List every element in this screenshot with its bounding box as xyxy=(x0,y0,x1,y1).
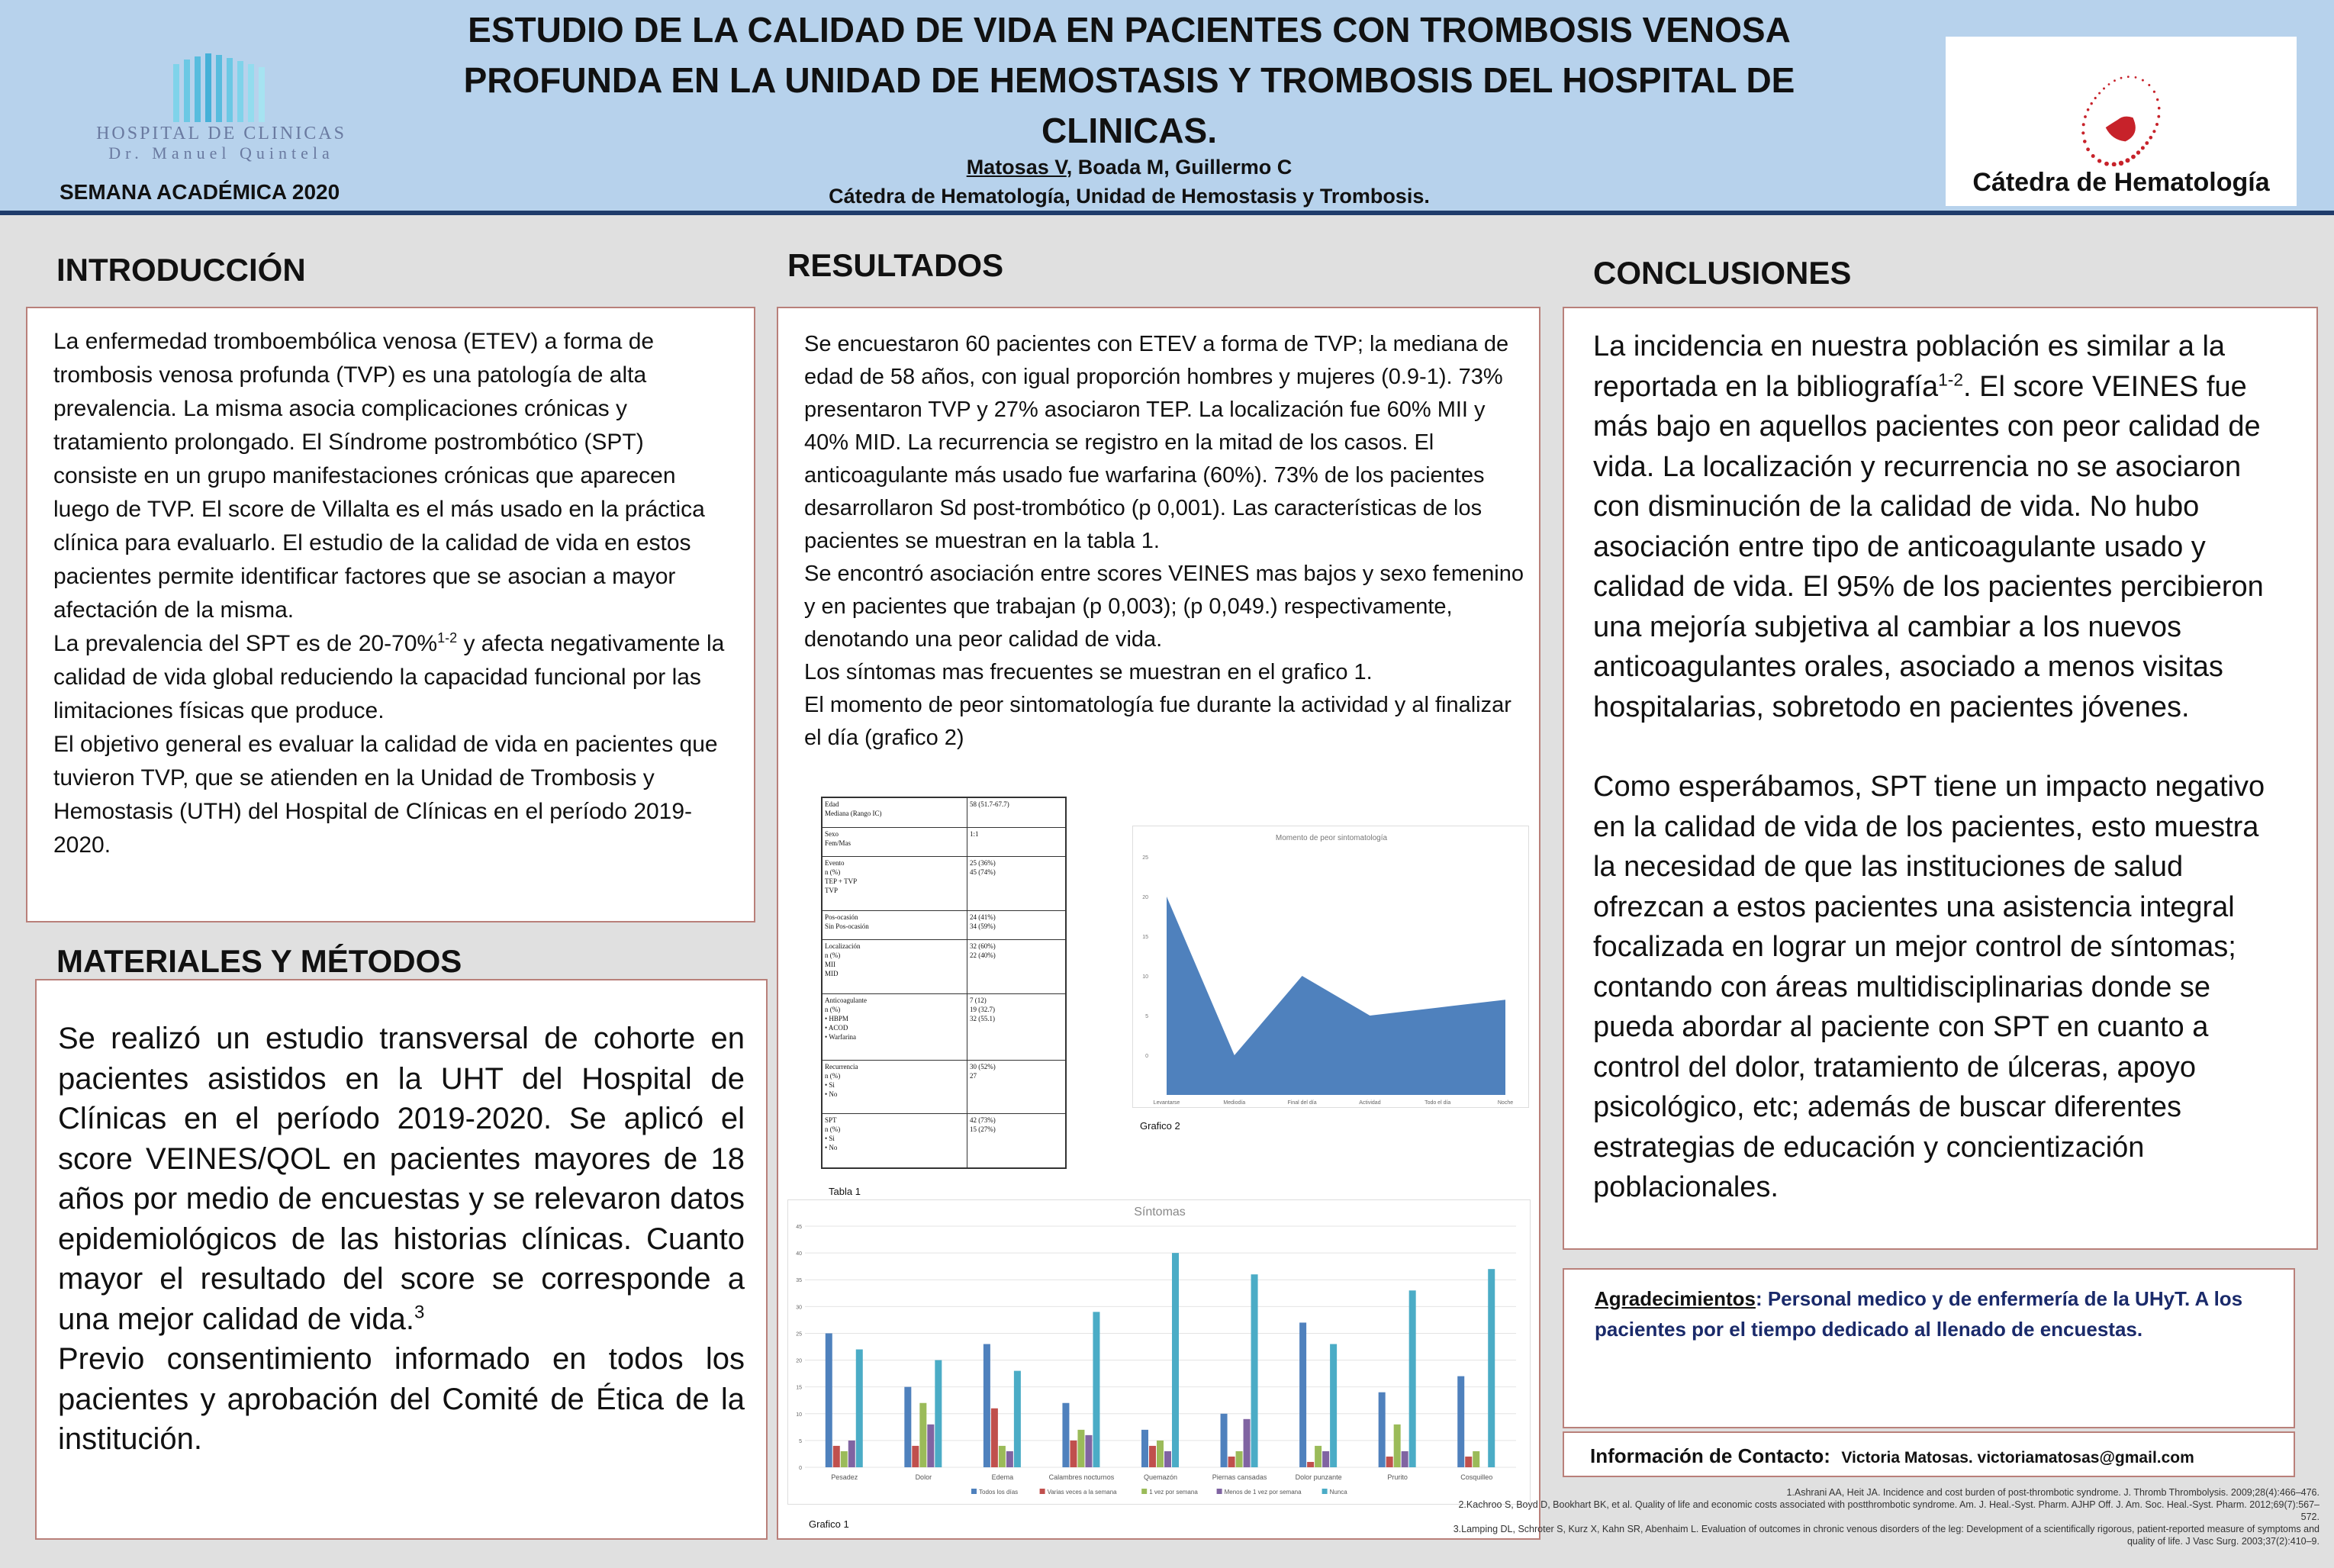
x-tick-label: Piernas cansadas xyxy=(1212,1473,1267,1481)
x-tick-label: Mediodía xyxy=(1223,1100,1246,1106)
bar-varias-veces-a-la-semana xyxy=(912,1446,919,1467)
bar-nunca xyxy=(1172,1253,1179,1467)
x-tick-label: Final del día xyxy=(1287,1100,1317,1106)
bar-nunca xyxy=(1488,1269,1495,1467)
bar-todos-los-días xyxy=(1379,1393,1386,1467)
x-tick-label: Edema xyxy=(991,1473,1014,1481)
bar-menos-de-1-vez-por-semana xyxy=(1085,1435,1092,1467)
legend-swatch xyxy=(1141,1489,1147,1494)
bar-varias-veces-a-la-semana xyxy=(1386,1457,1393,1467)
bar-1-vez-por-semana xyxy=(1236,1451,1243,1467)
y-tick-label: 25 xyxy=(1142,855,1148,861)
table-row xyxy=(823,798,1066,828)
bar-todos-los-días xyxy=(1062,1403,1069,1467)
table-cell-value: 58 (51.7-67.7) xyxy=(967,798,1066,828)
catedra-logo-text: Cátedra de Hematología xyxy=(1972,168,2270,197)
y-tick-label: 10 xyxy=(796,1412,802,1418)
intro-panel xyxy=(26,307,755,922)
symptoms-chart xyxy=(787,1199,1531,1505)
acknowledgements-text xyxy=(1595,1283,2263,1344)
intro-paragraph-2 xyxy=(53,627,728,728)
conclusions-citation: 1-2 xyxy=(1938,369,1964,389)
affiliation: Cátedra de Hematología, Unidad de Hemostasis y Trombosis. xyxy=(829,185,1430,208)
legend-swatch xyxy=(1217,1489,1222,1494)
logo-dot xyxy=(2126,158,2130,163)
x-tick-label: Noche xyxy=(1497,1100,1514,1106)
legend-label: Todos los días xyxy=(979,1489,1019,1496)
results-paragraph-1: Se encuestaron 60 pacientes con ETEV a forma de TVP; la mediana de edad de 58 años, con igual proporción hombres y mujeres (0.9-1). 73% presentaron TVP y 27% asociaron TEP. La localización fue 60% MII y 40% MID. La recurrencia se registro en la mitad de los casos. El anticoagulante más usado fue warfarina (60%). 73% de los pacientes desarrollaron Sd post-trombótico (p 0,001). Las características de los pacientes se muestran en la tabla 1. xyxy=(804,332,1509,553)
table-row xyxy=(823,1114,1066,1168)
logo-dot xyxy=(2155,123,2159,126)
bar-menos-de-1-vez-por-semana xyxy=(927,1425,934,1467)
legend-label: Nunca xyxy=(1329,1489,1347,1496)
logo-dot xyxy=(2157,115,2160,118)
bar-menos-de-1-vez-por-semana xyxy=(1322,1451,1329,1467)
table-cell-label: Evento n (%) TEP + TVP TVP xyxy=(823,857,967,911)
x-tick-label: Actividad xyxy=(1359,1100,1381,1106)
table-row xyxy=(823,1060,1066,1114)
y-tick-label: 0 xyxy=(1145,1054,1148,1059)
contact-line xyxy=(1590,1444,2268,1470)
logo-dot xyxy=(2082,123,2085,126)
logo-dot xyxy=(2108,83,2110,85)
logo-dot xyxy=(2119,161,2123,166)
intro-heading: INTRODUCCIÓN xyxy=(56,252,306,288)
bar-1-vez-por-semana xyxy=(999,1446,1006,1467)
bar-menos-de-1-vez-por-semana xyxy=(1006,1451,1013,1467)
table-cell-label: Edad Mediana (Rango IC) xyxy=(823,798,967,828)
chart-title: Síntomas xyxy=(1134,1206,1186,1219)
bar-nunca xyxy=(856,1350,863,1467)
materials-citation: 3 xyxy=(414,1302,425,1323)
catedra-logo xyxy=(1946,37,2297,206)
logo-dot xyxy=(2152,130,2155,133)
logo-dot xyxy=(2120,77,2123,79)
bar-todos-los-días xyxy=(983,1344,990,1467)
bar-nunca xyxy=(1330,1344,1337,1467)
bar-todos-los-días xyxy=(1221,1414,1228,1467)
logo-dot xyxy=(2142,79,2144,82)
chart1-caption: Grafico 1 xyxy=(809,1518,849,1530)
logo-dot xyxy=(2087,108,2090,111)
table-row xyxy=(823,940,1066,994)
logo-dot xyxy=(2103,88,2105,90)
first-author: Matosas V xyxy=(966,156,1067,179)
x-tick-label: Levantarse xyxy=(1153,1100,1180,1106)
bar-menos-de-1-vez-por-semana xyxy=(848,1441,855,1467)
table-cell-label: Recurrencia n (%) • Si • No xyxy=(823,1060,967,1114)
table-row xyxy=(823,857,1066,911)
hospital-name: HOSPITAL DE CLINICAS xyxy=(96,124,346,143)
legend-swatch xyxy=(1040,1489,1045,1494)
bar-varias-veces-a-la-semana xyxy=(1070,1441,1077,1467)
bar-nunca xyxy=(1251,1274,1258,1467)
bar-todos-los-días xyxy=(826,1333,832,1467)
other-authors: , Boada M, Guillermo C xyxy=(1066,156,1293,179)
logo-dot xyxy=(2112,162,2117,166)
acknowledgements-label: Agradecimientos xyxy=(1595,1287,1756,1310)
y-tick-label: 5 xyxy=(799,1438,802,1444)
bar-nunca xyxy=(935,1360,942,1467)
logo-dot xyxy=(2086,147,2090,151)
table-cell-label: Pos-ocasión Sin Pos-ocasión xyxy=(823,910,967,940)
bar-varias-veces-a-la-semana xyxy=(1465,1457,1472,1467)
table-cell-label: Sexo Fem/Mas xyxy=(823,827,967,857)
bar-1-vez-por-semana xyxy=(1157,1441,1164,1467)
logo-dot xyxy=(2158,107,2161,110)
reference-item: 1.Ashrani AA, Heit JA. Incidence and cost burden of post-thrombotic syndrome. J. Thromb Thrombolysis. 2009;28(4):466–476. xyxy=(1786,1487,2320,1498)
hospital-logo xyxy=(76,53,366,168)
event-label: SEMANA ACADÉMICA 2020 xyxy=(60,180,340,204)
logo-dot xyxy=(2091,154,2095,158)
bar-nunca xyxy=(1409,1290,1416,1467)
hospital-subname: Dr. Manuel Quintela xyxy=(108,143,334,163)
logo-dot xyxy=(2083,140,2087,143)
table-cell-value: 7 (12) 19 (32.7) 32 (55.1) xyxy=(967,994,1066,1061)
logo-dot xyxy=(2113,79,2116,82)
logo-dot xyxy=(2094,97,2097,99)
acknowledgements-panel xyxy=(1563,1268,2295,1428)
references xyxy=(1450,1486,2320,1547)
bar-1-vez-por-semana xyxy=(841,1451,848,1467)
symptoms-chart-svg xyxy=(788,1200,1531,1505)
y-tick-label: 30 xyxy=(796,1305,802,1311)
intro-p2-text-end: y afecta negativamente la calidad de vida global reduciendo la capacidad funcional por las limitaciones físicas que produce. xyxy=(53,631,725,723)
table-cell-label: Localización n (%) MII MID xyxy=(823,940,967,994)
logo-dot xyxy=(2084,115,2087,118)
intro-paragraph-3: El objetivo general es evaluar la calidad de vida en pacientes que tuvieron TVP, que se atienden en la Unidad de Trombosis y Hemostasis (UTH) del Hospital de Clínicas en el período 2019-2020. xyxy=(53,732,718,858)
logo-dot xyxy=(2104,162,2109,166)
legend-label: Menos de 1 vez por semana xyxy=(1224,1489,1302,1496)
contact-email[interactable]: Victoria Matosas. victoriamatosas@gmail.com xyxy=(1841,1449,2194,1467)
bar-varias-veces-a-la-semana xyxy=(1307,1462,1314,1467)
legend-label: Varias veces a la semana xyxy=(1047,1489,1117,1496)
x-tick-label: Dolor xyxy=(915,1473,932,1481)
authors xyxy=(549,154,1709,180)
conclusions-paragraph-2: Como esperábamos, SPT tiene un impacto negativo en la calidad de vida de los pacientes, esto muestra la necesidad de que las instituciones de salud ofrezcan a estos pacientes una asistencia integral focalizada en lograr un mejor control de síntomas; contando con áreas multidisciplinarias donde se pueda abordar al paciente con SPT en cuanto a control del dolor, tratamiento de úlceras, apoyo psicológico, etc; además de buscar diferentes estrategias de educación y concientización poblacionales. xyxy=(1593,771,2265,1203)
intro-citation: 1-2 xyxy=(437,630,458,646)
bar-todos-los-días xyxy=(1299,1322,1306,1467)
materials-paragraph-2: Previo consentimiento informado en todos los pacientes y aprobación del Comité de Ética de la institución. xyxy=(58,1342,745,1456)
logo-dot xyxy=(2141,146,2145,150)
bar-nunca xyxy=(1014,1371,1021,1467)
table-row xyxy=(823,827,1066,857)
legend-label: 1 vez por semana xyxy=(1149,1489,1198,1496)
chart-title: Momento de peor sintomatología xyxy=(1275,834,1388,842)
y-tick-label: 15 xyxy=(796,1385,802,1391)
table-cell-value: 42 (73%) 15 (27%) xyxy=(967,1114,1066,1168)
bar-1-vez-por-semana xyxy=(1077,1430,1084,1467)
conclusions-paragraph-1 xyxy=(1593,327,2287,727)
logo-dot xyxy=(2136,150,2140,154)
table-cell-label: SPT n (%) • Si • No xyxy=(823,1114,967,1168)
contact-panel xyxy=(1563,1431,2295,1477)
x-tick-label: Prurito xyxy=(1387,1473,1408,1481)
table-caption: Tabla 1 xyxy=(829,1186,861,1197)
worst-moment-chart-svg xyxy=(1133,826,1530,1109)
legend-swatch xyxy=(971,1489,977,1494)
x-tick-label: Cosquilleo xyxy=(1460,1473,1493,1481)
logo-dot xyxy=(2149,136,2153,140)
logo-dot xyxy=(2148,84,2150,86)
conclusions-panel xyxy=(1563,307,2318,1250)
bar-todos-los-días xyxy=(904,1387,911,1467)
reference-item: 2.Kachroo S, Boyd D, Bookhart BK, et al. Quality of life and economic costs associated with postthrombotic syndrome. Am. J. Heal.-Syst. Pharm. AJHP Off. J. Am. Soc. Heal.-Syst. Pharm. 2012;69(7):567–572. xyxy=(1458,1499,2320,1522)
x-tick-label: Calambres nocturnos xyxy=(1048,1473,1115,1481)
bar-1-vez-por-semana xyxy=(1473,1451,1479,1467)
y-tick-label: 20 xyxy=(796,1358,802,1364)
bar-varias-veces-a-la-semana xyxy=(1149,1446,1156,1467)
bar-menos-de-1-vez-por-semana xyxy=(1164,1451,1171,1467)
materials-heading: MATERIALES Y MÉTODOS xyxy=(56,943,462,979)
y-tick-label: 40 xyxy=(796,1251,802,1257)
logo-dot xyxy=(2098,92,2101,95)
y-tick-label: 25 xyxy=(796,1331,802,1338)
conclusions-heading: CONCLUSIONES xyxy=(1593,255,1852,291)
acknowledgements-body: : Personal medico y de enfermería de la UHyT. A los pacientes por el tiempo dedicado al llenado de encuestas. xyxy=(1595,1287,2243,1341)
bar-todos-los-días xyxy=(1457,1376,1464,1467)
results-paragraph-3: Los síntomas mas frecuentes se muestran en el grafico 1. xyxy=(804,660,1373,684)
conclusions-p1-text: La incidencia en nuestra población es similar a la reportada en la bibliografía xyxy=(1593,330,2226,403)
conclusions-p1-text-end: . El score VEINES fue más bajo en aquellos pacientes con peor calidad de vida. La localización y recurrencia no se asociaron con disminución de la calidad de vida. No hubo asociación entre tipo de anticoagulante usado y calidad de vida. El 95% de los pacientes percibieron una mejoría subjetiva al cambiar a los nuevos anticoagulantes orales, asociado a menos visitas hospitalarias, sobretodo en pacientes jóvenes. xyxy=(1593,370,2264,723)
bar-todos-los-días xyxy=(1141,1430,1148,1467)
table-row xyxy=(823,910,1066,940)
logo-dot xyxy=(2097,159,2101,163)
bar-menos-de-1-vez-por-semana xyxy=(1244,1419,1251,1467)
hospital-bars-icon xyxy=(172,53,271,122)
page-title: ESTUDIO DE LA CALIDAD DE VIDA EN PACIENTES CON TROMBOSIS VENOSA PROFUNDA EN LA UNIDAD DE HEMOSTASIS Y TROMBOSIS DEL HOSPITAL DE CLINICAS. xyxy=(463,10,1795,150)
results-paragraph-4: El momento de peor sintomatología fue durante la actividad y al finalizar el día (grafico 2) xyxy=(804,693,1511,750)
y-tick-label: 35 xyxy=(796,1278,802,1284)
blood-drop-icon xyxy=(1946,37,2297,166)
x-tick-label: Todo el día xyxy=(1425,1100,1451,1106)
bar-varias-veces-a-la-semana xyxy=(833,1446,840,1467)
y-tick-label: 5 xyxy=(1145,1014,1148,1019)
results-heading: RESULTADOS xyxy=(787,247,1004,283)
x-tick-label: Quemazón xyxy=(1143,1473,1178,1481)
y-tick-label: 45 xyxy=(796,1225,802,1230)
table-row xyxy=(823,994,1066,1061)
area-series xyxy=(1167,897,1505,1095)
table-cell-value: 30 (52%) 27 xyxy=(967,1060,1066,1114)
y-tick-label: 20 xyxy=(1142,895,1148,900)
logo-dot xyxy=(2081,131,2085,134)
logo-dot xyxy=(2091,102,2093,105)
bar-varias-veces-a-la-semana xyxy=(1228,1457,1235,1467)
bar-1-vez-por-semana xyxy=(1394,1425,1401,1467)
bar-nunca xyxy=(1093,1312,1099,1467)
table-cell-value: 32 (60%) 22 (40%) xyxy=(967,940,1066,994)
table-cell-value: 25 (36%) 45 (74%) xyxy=(967,857,1066,911)
materials-panel xyxy=(35,979,768,1540)
chart2-caption: Grafico 2 xyxy=(1140,1120,1180,1132)
legend-swatch xyxy=(1322,1489,1328,1494)
table-cell-value: 1:1 xyxy=(967,827,1066,857)
materials-p1-text: Se realizó un estudio transversal de cohorte en pacientes asistidos en la UHT del Hospital de Clínicas en el período 2019-2020. Se aplicó el score VEINES/QOL en pacientes mayores de 18 años por medio de encuestas y se relevaron datos epidemiológicos de las historias clínicas. Cuanto mayor el resultado del score se corresponde a una mejor calidad de vida. xyxy=(58,1022,745,1336)
y-tick-label: 10 xyxy=(1142,974,1148,980)
bar-1-vez-por-semana xyxy=(919,1403,926,1467)
logo-dot xyxy=(2145,141,2149,145)
results-paragraph-2: Se encontró asociación entre scores VEINES mas bajos y sexo femenino y en pacientes que trabajan (p 0,003); (p 0,049.) respectivamente, denotando una peor calidad de vida. xyxy=(804,562,1524,652)
y-tick-label: 15 xyxy=(1142,935,1148,940)
x-tick-label: Pesadez xyxy=(831,1473,858,1481)
bar-menos-de-1-vez-por-semana xyxy=(1402,1451,1408,1467)
x-tick-label: Dolor punzante xyxy=(1295,1473,1342,1481)
worst-moment-chart xyxy=(1132,826,1529,1108)
logo-dot xyxy=(2153,91,2155,93)
y-tick-label: 0 xyxy=(799,1466,802,1471)
table-cell-value: 24 (41%) 34 (59%) xyxy=(967,910,1066,940)
logo-dot xyxy=(2135,76,2137,79)
logo-dot xyxy=(2127,76,2130,78)
materials-paragraph-1 xyxy=(58,1019,745,1339)
intro-paragraph-1: La enfermedad tromboembólica venosa (ETEV) a forma de trombosis venosa profunda (TVP) es una patología de alta prevalencia. La misma asocia complicaciones crónicas y tratamiento prolongado. El Síndrome postrombótico (SPT) consiste en un grupo manifestaciones crónicas que aparecen luego de TVP. El score de Villalta es el más usado en la práctica clínica para evaluarlo. El estudio de la calidad de vida en estos pacientes permite identificar factores que se asocian a mayor afectación de la misma. xyxy=(53,329,705,623)
logo-dot xyxy=(2131,155,2136,159)
reference-item: 3.Lamping DL, Schroter S, Kurz X, Kahn SR, Abenhaim L. Evaluation of outcomes in chronic venous disorders of the leg: Development of a scientifically rigorous, patient-reported measure of symptoms and quality of life. J Vasc Surg. 2003;37(2):410–9. xyxy=(1453,1524,2320,1547)
patient-characteristics-table xyxy=(821,797,1067,1169)
intro-p2-text: La prevalencia del SPT es de 20-70% xyxy=(53,631,438,656)
bar-varias-veces-a-la-semana xyxy=(991,1409,998,1467)
contact-label: Información de Contacto: xyxy=(1590,1444,1830,1467)
table-cell-label: Anticoagulante n (%) • HBPM • ACOD • Warfarina xyxy=(823,994,967,1061)
logo-dot xyxy=(2156,98,2159,101)
bar-1-vez-por-semana xyxy=(1315,1446,1322,1467)
